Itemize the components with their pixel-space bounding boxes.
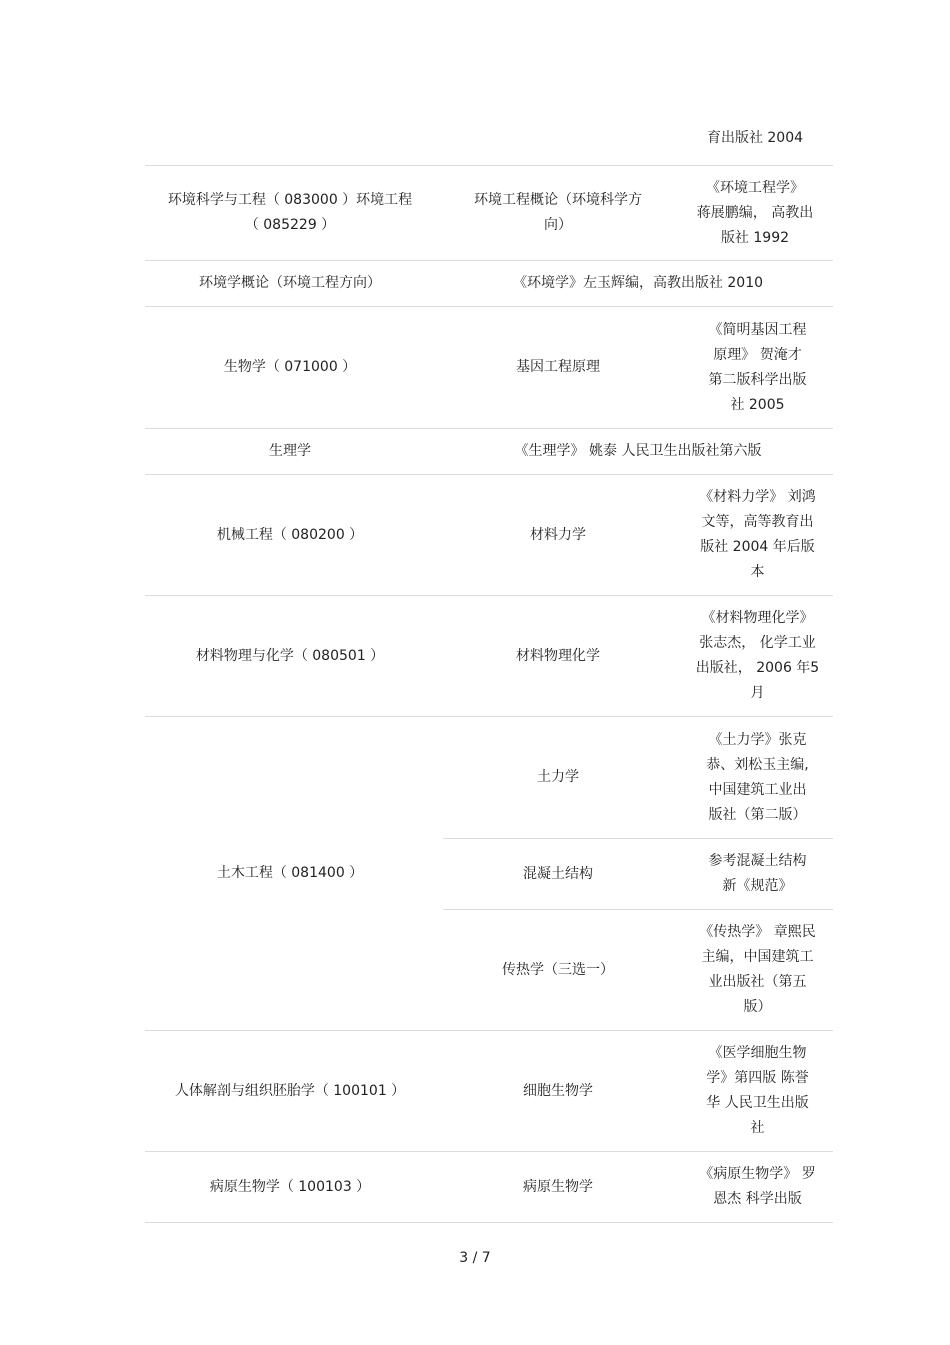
course-cell: 传热学（三选一）: [502, 961, 614, 978]
book-cell: 参考混凝土结构 新《规范》: [708, 853, 807, 894]
major-cell: 人体解剖与组织胚胎学（ 100101 ）: [174, 1082, 406, 1099]
course-cell: 基因工程原理: [516, 359, 600, 375]
course-cell: 环境工程概论（环境科学方 向）: [474, 192, 642, 233]
course-cell: 细胞生物学: [523, 1082, 593, 1099]
course-cell: 环境学概论（环境工程方向）: [199, 275, 381, 291]
course-cell: 材料物理化学: [516, 647, 600, 664]
book-cell: 《生理学》 姚泰 人民卫生出版社第六版: [514, 443, 762, 459]
major-cell: 病原生物学（ 100103 ）: [209, 1178, 371, 1195]
major-cell: 机械工程（ 080200 ）: [216, 526, 364, 543]
major-cell: 环境科学与工程（ 083000 ）环境工程 （ 085229 ）: [167, 192, 413, 233]
course-cell: 病原生物学: [523, 1178, 593, 1195]
book-cell: 《传热学》 章熙民 主编，中国建筑工 业出版社（第五 版）: [699, 924, 816, 1015]
course-cell: 混凝土结构: [523, 865, 593, 882]
major-cell: 材料物理与化学（ 080501 ）: [195, 647, 385, 664]
book-cell: 《材料力学》 刘鸿 文等，高等教育出 版社 2004 年后版 本: [699, 489, 816, 580]
book-cell: 《环境学》左玉辉编，高教出版社 2010: [512, 275, 764, 291]
course-cell: 生理学: [269, 443, 311, 459]
row-divider: [145, 1222, 833, 1223]
book-cell: 《简明基因工程 原理》 贺淹才 第二版科学出版 社 2005: [708, 321, 807, 413]
major-cell: 土木工程（ 081400 ）: [216, 865, 364, 881]
book-cell: 《环境工程学》 蒋展鹏编， 高教出 版社 1992: [696, 179, 814, 246]
book-cell: 《病原生物学》 罗 恩杰 科学出版: [699, 1166, 816, 1207]
book-cell: 《医学细胞生物 学》第四版 陈誉 华 人民卫生出版 社: [706, 1045, 809, 1136]
major-cell: 生物学（ 071000 ）: [223, 359, 357, 375]
book-cell: 《土力学》张克 恭、刘松玉主编, 中国建筑工业出 版社（第二版）: [706, 731, 809, 823]
page-number: 3 / 7: [459, 1250, 491, 1266]
book-cell: 《材料物理化学》 张志杰， 化学工业 出版社， 2006 年5 月: [695, 610, 820, 701]
carryover-book-text: 育出版社 2004: [706, 130, 804, 146]
course-cell: 土力学: [537, 769, 579, 785]
course-cell: 材料力学: [530, 526, 586, 543]
